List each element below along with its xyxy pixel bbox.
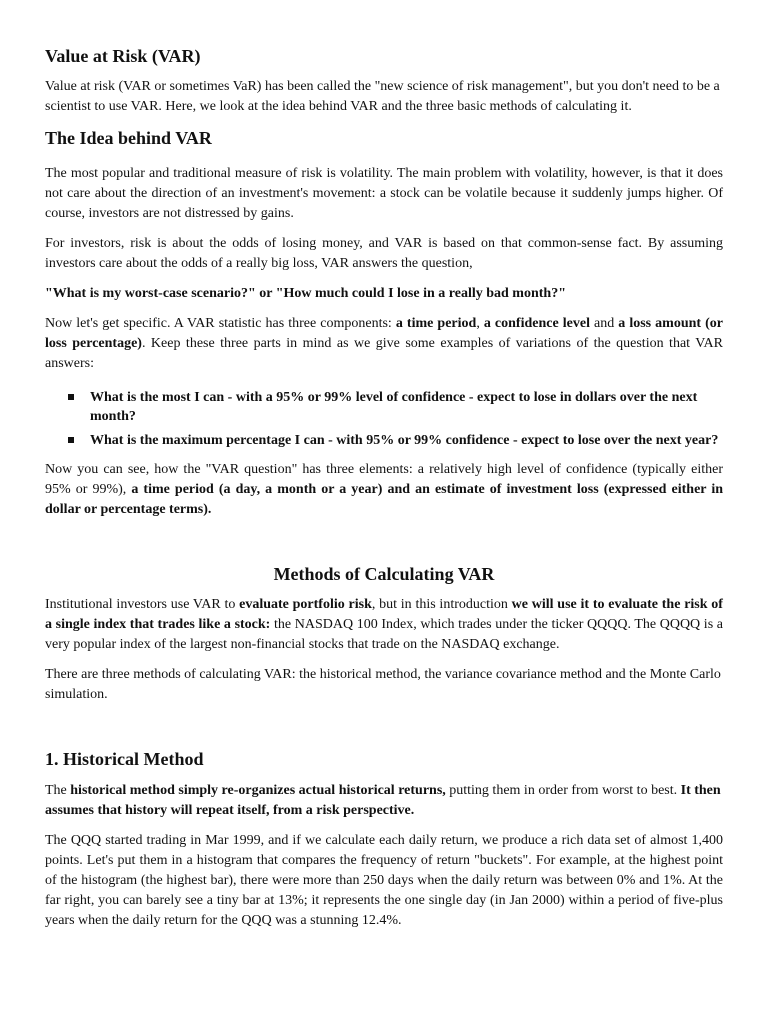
intro-paragraph: Value at risk (VAR or sometimes VaR) has been called the "new science of risk management", but you don't need to be a scientist to use VAR. Here, we look at the idea behind VAR and the three basic methods of calculating it. — [45, 79, 720, 114]
heading-methods: Methods of Calculating VAR — [273, 564, 495, 584]
paragraph-odds-of-losing: For investors, risk is about the odds of losing money, and VAR is based on that common-sense fact. By assuming investors care about the odds of a really big loss, VAR answers the question, — [45, 236, 723, 271]
heading-historical-method: 1. Historical Method — [45, 749, 204, 769]
question-bullet-list — [45, 388, 723, 450]
paragraph-three-methods: There are three methods of calculating VAR: the historical method, the variance covariance method and the Monte Carlo simulation. — [45, 667, 721, 702]
bold-confidence-level: a confidence level — [483, 316, 590, 331]
text-span: Now let's get specific. A VAR statistic has three components: — [45, 316, 396, 331]
bold-single-index: we will use it to evaluate the risk of a single index that trades like a stock: — [45, 597, 723, 632]
bullet-text: What is the maximum percentage I can - with 95% or 99% confidence - expect to lose over the next year? — [90, 433, 719, 448]
text-span: Institutional investors use VAR to — [45, 597, 240, 612]
square-bullet-icon — [68, 437, 74, 443]
question-text: "What is my worst-case scenario?" or "How much could I lose in a really bad month?" — [45, 286, 566, 301]
bold-reorganizes: historical method simply re-organizes actual historical returns, — [70, 783, 446, 798]
bullet-text: What is the most I can - with a 95% or 99% level of confidence - expect to lose in dollars over the next month? — [90, 390, 698, 424]
bold-loss-amount: a loss amount (or loss percentage) — [45, 316, 723, 351]
paragraph-volatility: The most popular and traditional measure of risk is volatility. The main problem with volatility, however, is that it does not care about the direction of an investment's movement: a stock can be volatile because it suddenly jumps higher. Of course, investors are not distressed by gains. — [45, 166, 723, 221]
bold-elements: a time period (a day, a month or a year) and an estimate of investment loss (expressed either in dollar or percentage terms). — [45, 482, 723, 517]
text-span: The — [45, 783, 71, 798]
bold-history-repeat: It then assumes that history will repeat itself, from a risk perspective. — [45, 783, 721, 818]
paragraph-var-question-elements — [45, 460, 723, 520]
text-span: . Keep these three parts in mind as we give some examples of variations of the question that VAR answers: — [45, 336, 724, 371]
list-item — [67, 388, 723, 426]
paragraph-historical-intro — [45, 781, 723, 821]
paragraph-three-components — [45, 314, 723, 374]
list-item — [67, 431, 723, 450]
text-span: , but in this introduction — [371, 597, 512, 612]
text-span: , — [476, 316, 484, 331]
paragraph-institutional — [45, 595, 723, 655]
text-span: putting them in order from worst to best. — [445, 783, 681, 798]
heading-idea-behind-var: The Idea behind VAR — [45, 128, 212, 148]
heading-value-at-risk: Value at Risk (VAR) — [45, 46, 201, 66]
bold-time-period: a time period — [395, 316, 477, 331]
text-span: Now you can see, how the "VAR question" has three elements: a relatively high level of confidence (typically either 95% or 99%), — [45, 462, 723, 497]
square-bullet-icon — [68, 394, 74, 400]
paragraph-qqq-histogram: The QQQ started trading in Mar 1999, and if we calculate each daily return, we produce a rich data set of almost 1,400 points. Let's put them in a histogram that compares the frequency of return "buckets". For example, at the highest point of the histogram (the highest bar), there were more than 250 days when the daily return was between 0% and 1%. At the far right, you can barely see a tiny bar at 13%; it represents the one single day (in Jan 2000) within a period of five-plus years when the daily return for the QQQ was a stunning 12.4%. — [45, 833, 723, 928]
bold-portfolio-risk: evaluate portfolio risk — [239, 597, 372, 612]
text-span: and — [589, 316, 619, 331]
text-span: the NASDAQ 100 Index, which trades under the ticker QQQQ. The QQQQ is a very popular index of the largest non-financial stocks that trade on the NASDAQ exchange. — [45, 617, 723, 652]
question-worst-case — [45, 284, 723, 304]
